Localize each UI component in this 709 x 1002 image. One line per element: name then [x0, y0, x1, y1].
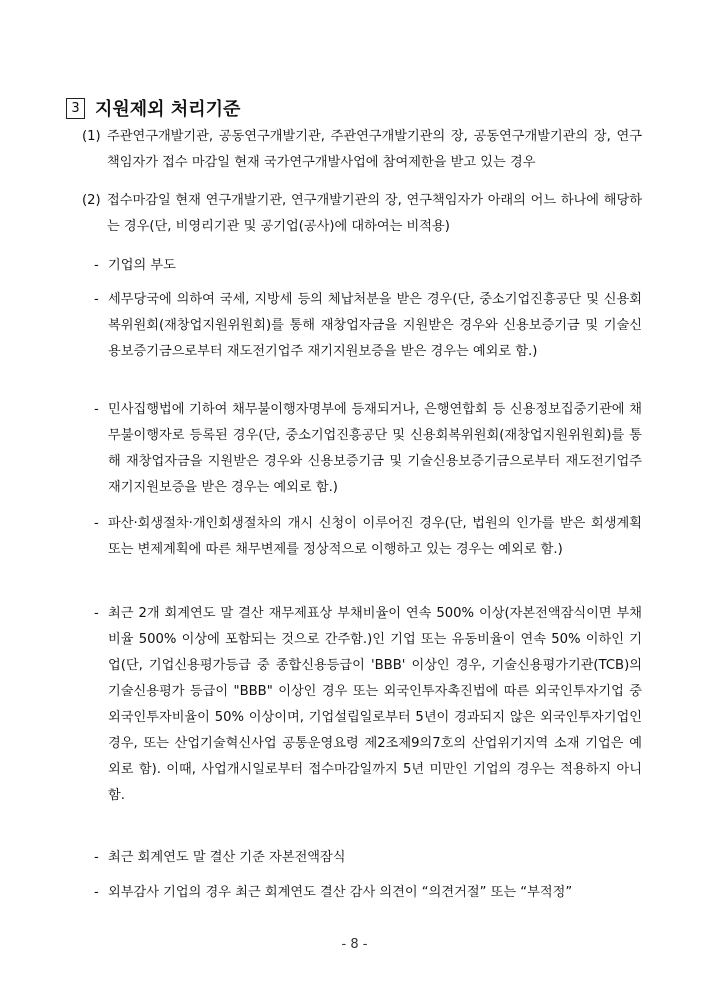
item-text: 접수마감일 현재 연구개발기관, 연구개발기관의 장, 연구책임자가 아래의 어느 하나에 해당하는 경우(단, 비영리기관 및 공기업(공사)에 대하여는 비적용) [107, 193, 642, 234]
bullet-text: 최근 2개 회계연도 말 결산 재무제표상 부채비율이 연속 500% 이상(자본전액잠식이면 부채비율 500% 이상에 포함되는 것으로 간주함.)인 기업 또는 유동비율이 연속 50% 이하인 기업(단, 기업신용평가등급 중 종합신용등급이 'BBB' 이상인 경우, 기술신용평가기관(TCB)의 기술신용평가 등급이 "BBB" 이상인 경우 또는 외국인투자촉진법에 따른 외국인투자기업 중 외국인투자비율이 50% 이상이며, 기업설립일로부터 5년이 경과되지 않은 외국인투자기업인 경우, 또는 산업기술혁신사업 공통운영요령 제2조제9의7호의 산업위기지역 소재 기업은 예외로 함). 이때, 사업개시일로부터 접수마감일까지 5년 미만인 기업의 경우는 적용하지 아니함. [108, 606, 642, 803]
bullet-item [94, 253, 642, 279]
bullet-dash: - [94, 292, 99, 307]
item-number: (2) [82, 193, 101, 208]
section-number-box: 3 [66, 98, 85, 119]
bullet-text: 기업의 부도 [108, 258, 176, 273]
bullet-item [94, 880, 642, 906]
bullet-text: 최근 회계연도 말 결산 기준 자본전액잠식 [108, 850, 346, 865]
criteria-item-2 [82, 188, 642, 240]
bullet-dash: - [94, 516, 99, 531]
item-text: 주관연구개발기관, 공동연구개발기관, 주관연구개발기관의 장, 공동연구개발기관의 장, 연구책임자가 접수 마감일 현재 국가연구개발사업에 참여제한을 받고 있는 경우 [107, 129, 642, 170]
criteria-item-1 [82, 124, 642, 176]
bullet-item [94, 287, 642, 365]
bullet-text: 민사집행법에 기하여 채무불이행자명부에 등재되거나, 은행연합회 등 신용정보집중기관에 채무불이행자로 등록된 경우(단, 중소기업진흥공단 및 신용회복위원회(재창업지원위원회)를 통해 재창업자금을 지원받은 경우와 신용보증기금 및 기술신용보증기금으로부터 재도전기업주 재기지원보증을 받은 경우는 예외로 함.) [108, 402, 642, 495]
bullet-text: 세무당국에 의하여 국세, 지방세 등의 체납처분을 받은 경우(단, 중소기업진흥공단 및 신용회복위원회(재창업지원위원회)를 통해 재창업자금을 지원받은 경우와 신용보증기금 및 기술신용보증기금으로부터 재도전기업주 재기지원보증을 받은 경우는 예외로 함.) [108, 292, 642, 359]
bullet-item [94, 511, 642, 563]
bullet-dash: - [94, 606, 99, 621]
bullet-item [94, 845, 642, 871]
bullet-dash: - [94, 402, 99, 417]
bullet-dash: - [94, 850, 99, 865]
item-number: (1) [82, 129, 101, 144]
bullet-item [94, 601, 642, 809]
bullet-item [94, 397, 642, 501]
bullet-dash: - [94, 885, 99, 900]
bullet-text: 외부감사 기업의 경우 최근 회계연도 결산 감사 의견이 “의견거절” 또는 “부적정” [108, 885, 573, 900]
page-number: - 8 - [341, 937, 368, 952]
bullet-dash: - [94, 258, 99, 273]
section-heading [66, 94, 240, 122]
section-title: 지원제외 처리기준 [95, 99, 241, 120]
bullet-text: 파산·회생절차·개인회생절차의 개시 신청이 이루어진 경우(단, 법원의 인가를 받은 회생계획 또는 변제계획에 따른 채무변제를 정상적으로 이행하고 있는 경우는 예외로 함.) [108, 516, 642, 557]
